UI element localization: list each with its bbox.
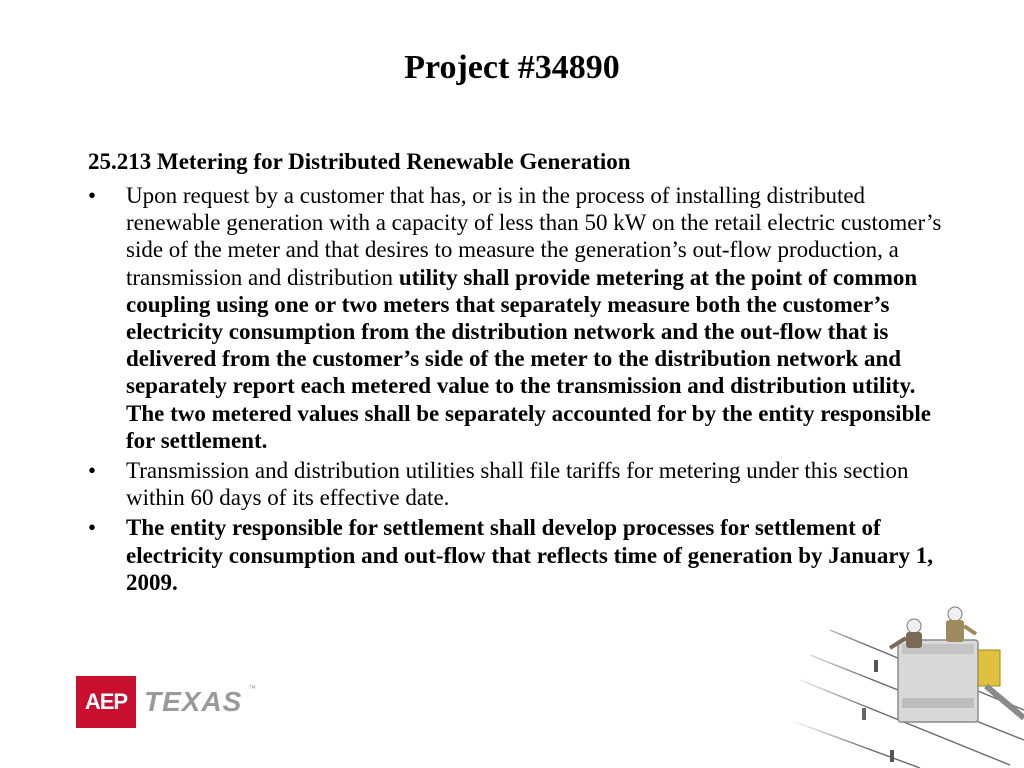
aep-texas-logo [76, 676, 266, 728]
bullet-text-normal: Transmission and distribution utilities shall file tariffs for metering under this section within 60 days of its effective date. [126, 458, 909, 511]
trademark-symbol: ™ [248, 684, 256, 693]
bullet-item [88, 182, 948, 454]
slide-title: Project #34890 [404, 49, 620, 86]
texas-wordmark: TEXAS [144, 686, 243, 717]
bullet-list [88, 182, 948, 596]
bullet-text-bold: The entity responsible for settlement shall develop processes for settlement of electricity consumption and out-flow that reflects time of generation by January 1, 2009. [126, 515, 934, 595]
bullet-text-normal: Upon request by a customer that has, or is in the process of installing distributed renewable generation with a capacity of less than 50 kW on the retail electric customer’s side of the meter and that desires to measure the generation’s out-flow production, a transmission and distribution [126, 183, 942, 290]
bullet-text-bold: utility shall provide metering at the point of common coupling using one or two meters that separately measure both the customer’s electricity consumption from the distribution network and the out-flow that is delivered from the customer’s side of the meter to the distribution network and separately report each metered value to the transmission and distribution utility. The two metered values shall be separately accounted for by the entity responsible for settlement. [126, 264, 931, 453]
slide-content [88, 148, 948, 599]
bullet-marker: • [88, 458, 97, 484]
bullet-marker: • [88, 515, 97, 541]
aep-logo-mark: AEP [76, 676, 136, 728]
lineworker-bucket-truck-image [790, 600, 1024, 768]
section-heading: 25.213 Metering for Distributed Renewable Generation [88, 149, 631, 174]
bullet-item [88, 457, 948, 511]
bullet-marker: • [88, 183, 97, 208]
bullet-item [88, 514, 948, 596]
